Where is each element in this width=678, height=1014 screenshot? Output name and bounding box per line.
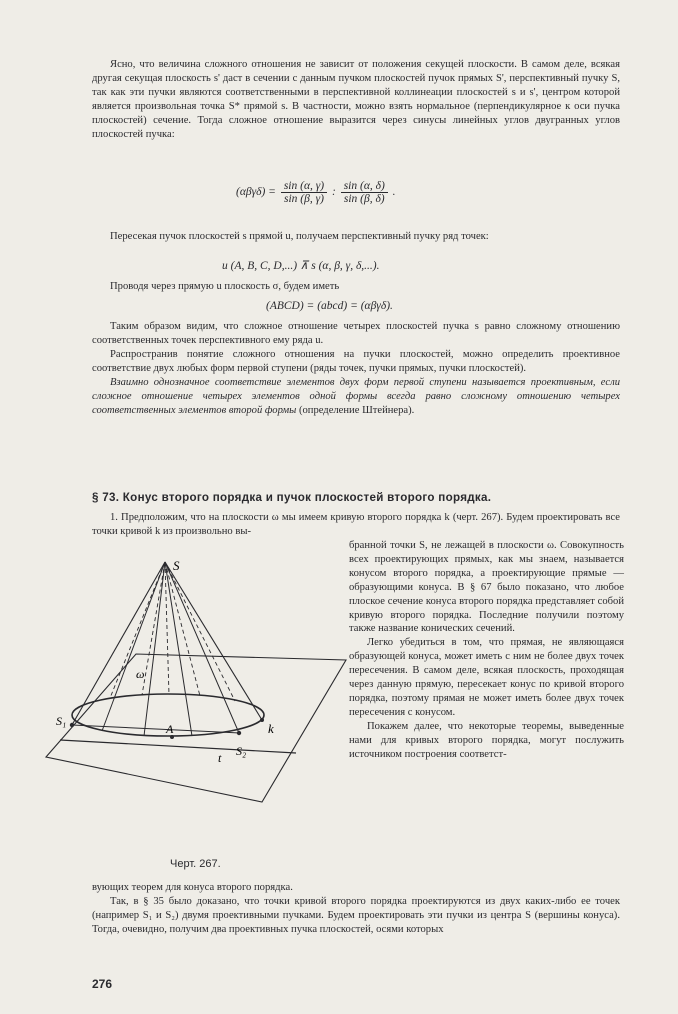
label-omega: ω (136, 667, 145, 681)
text-block-mid (92, 320, 620, 418)
text-plane (92, 280, 620, 294)
definition-tail: (определение Штейнера). (296, 405, 415, 416)
figure-caption: Черт. 267. (170, 858, 221, 870)
generatrix (102, 562, 165, 731)
point-k (260, 718, 264, 722)
generatrix (165, 562, 239, 733)
paragraph: Ясно, что величина сложного отношения не зависит от положения секущей плоскости. В самом деле, всякая другая секущая плоскость s' даст в сечении с данным пучком плоскостей пучок прямых S', перспективный пучку S, так как эти пучки являются соответственными в перспективной коллинеации плоскостей s и s', центром которой является произвольная точка S* прямой s. В частности, можно взять нормальное (перпендикулярное к оси пучка плоскостей) сечение. Тогда сложное отношение выразится через синусы линейных углов двугранных углов плоскостей пучка: (92, 59, 620, 140)
text-block-top (92, 58, 620, 142)
cone-figure (40, 550, 350, 855)
paragraph: Так, в § 35 было доказано, что точки кривой второго порядка проектируются из двух каких-либо ее точек (например S₁ и S₂) двумя проективными пучками. Будем проектировать эти пучки из центра S (вершины конуса). Тогда, очевидно, получим два проективных пучка плоскостей, осями которых (92, 896, 620, 935)
text-block-bottom (92, 881, 620, 937)
formula-separator: : (331, 186, 336, 199)
label-s1: S₁ (56, 714, 67, 728)
label-a: A (166, 722, 174, 736)
denominator: sin (β, γ) (283, 193, 324, 205)
label-s2: S₂ (236, 744, 247, 758)
paragraph: вующих теорем для конуса второго порядка. (92, 882, 293, 893)
point-s2 (237, 731, 241, 735)
tangent-t (60, 740, 296, 753)
text-wrap-right (349, 539, 624, 762)
section-heading: § 73. Конус второго порядка и пучок плоскостей второго порядка. (92, 491, 492, 504)
paragraph: 1. Предположим, что на плоскости ω мы имеем кривую второго порядка k (черт. 267). Будем проектировать все точки кривой k из произвольно вы- (92, 512, 620, 537)
formula-cross-ratio-sines (236, 180, 396, 205)
label-k: k (268, 721, 274, 736)
definition-italic: Взаимно однозначное соответствие элементов двух форм первой ступени называется проективным, если сложное отношение четырех элементов одной формы всегда равно сложному отношению четырех соответственных элементов второй формы (92, 377, 620, 416)
section-intro (92, 511, 620, 539)
formula-equal-ratios: (ABCD) = (abcd) = (αβγδ). (266, 300, 393, 312)
paragraph: Распространив понятие сложного отношения на пучки плоскостей, можно определить проективное соответствие двух любых форм первой ступени (ряды точек, пучки прямых, пучки плоскостей). (92, 349, 620, 374)
paragraph: бранной точки S, не лежащей в плоскости ω. Совокупность всех проектирующих прямых, как мы знаем, называется конусом второго порядка, а проектирующие прямые — образующими конуса. В § 67 было показано, что любое плоское сечение конуса второго порядка представляет собой кривую второго порядка. Последние получили поэтому также название конических сечений. (349, 540, 624, 635)
text-bundle (92, 230, 620, 244)
denominator: sin (β, δ) (343, 193, 385, 205)
formula-end: . (392, 186, 396, 199)
numerator: sin (α, γ) (281, 180, 327, 193)
definition-paragraph (92, 376, 620, 418)
paragraph: Проводя через прямую u плоскость σ, будем иметь (110, 281, 340, 292)
page-number: 276 (92, 977, 113, 991)
point-s1 (70, 723, 74, 727)
formula-perspective-range: u (A, B, C, D,...) ⊼ s (α, β, γ, δ,...). (222, 260, 380, 272)
paragraph: Таким образом видим, что сложное отношение четырех плоскостей пучка s равно сложному отношению соответственных точек перспективного ему ряда u. (92, 321, 620, 346)
label-apex: S (173, 558, 180, 573)
label-t: t (218, 751, 222, 765)
fraction-1 (281, 180, 327, 205)
formula-lhs: (αβγδ) = (236, 186, 276, 199)
generatrix (72, 562, 165, 725)
paragraph: Легко убедиться в том, что прямая, не являющаяся образующей конуса, может иметь с ним не более двух точек пересечения. В самом деле, всякая плоскость, проходящая через данную прямую, пересекает конус по кривой второго порядка, поэтому прямая не может иметь более двух точек пересечения с конусом. (349, 637, 624, 718)
fraction-2 (341, 180, 388, 205)
numerator: sin (α, δ) (341, 180, 388, 193)
paragraph: Покажем далее, что некоторые теоремы, выведенные нами для кривых второго порядка, могут послужить источником построения соответст- (349, 720, 624, 760)
paragraph: Пересекая пучок плоскостей s прямой u, получаем перспективный пучку ряд точек: (110, 231, 489, 242)
